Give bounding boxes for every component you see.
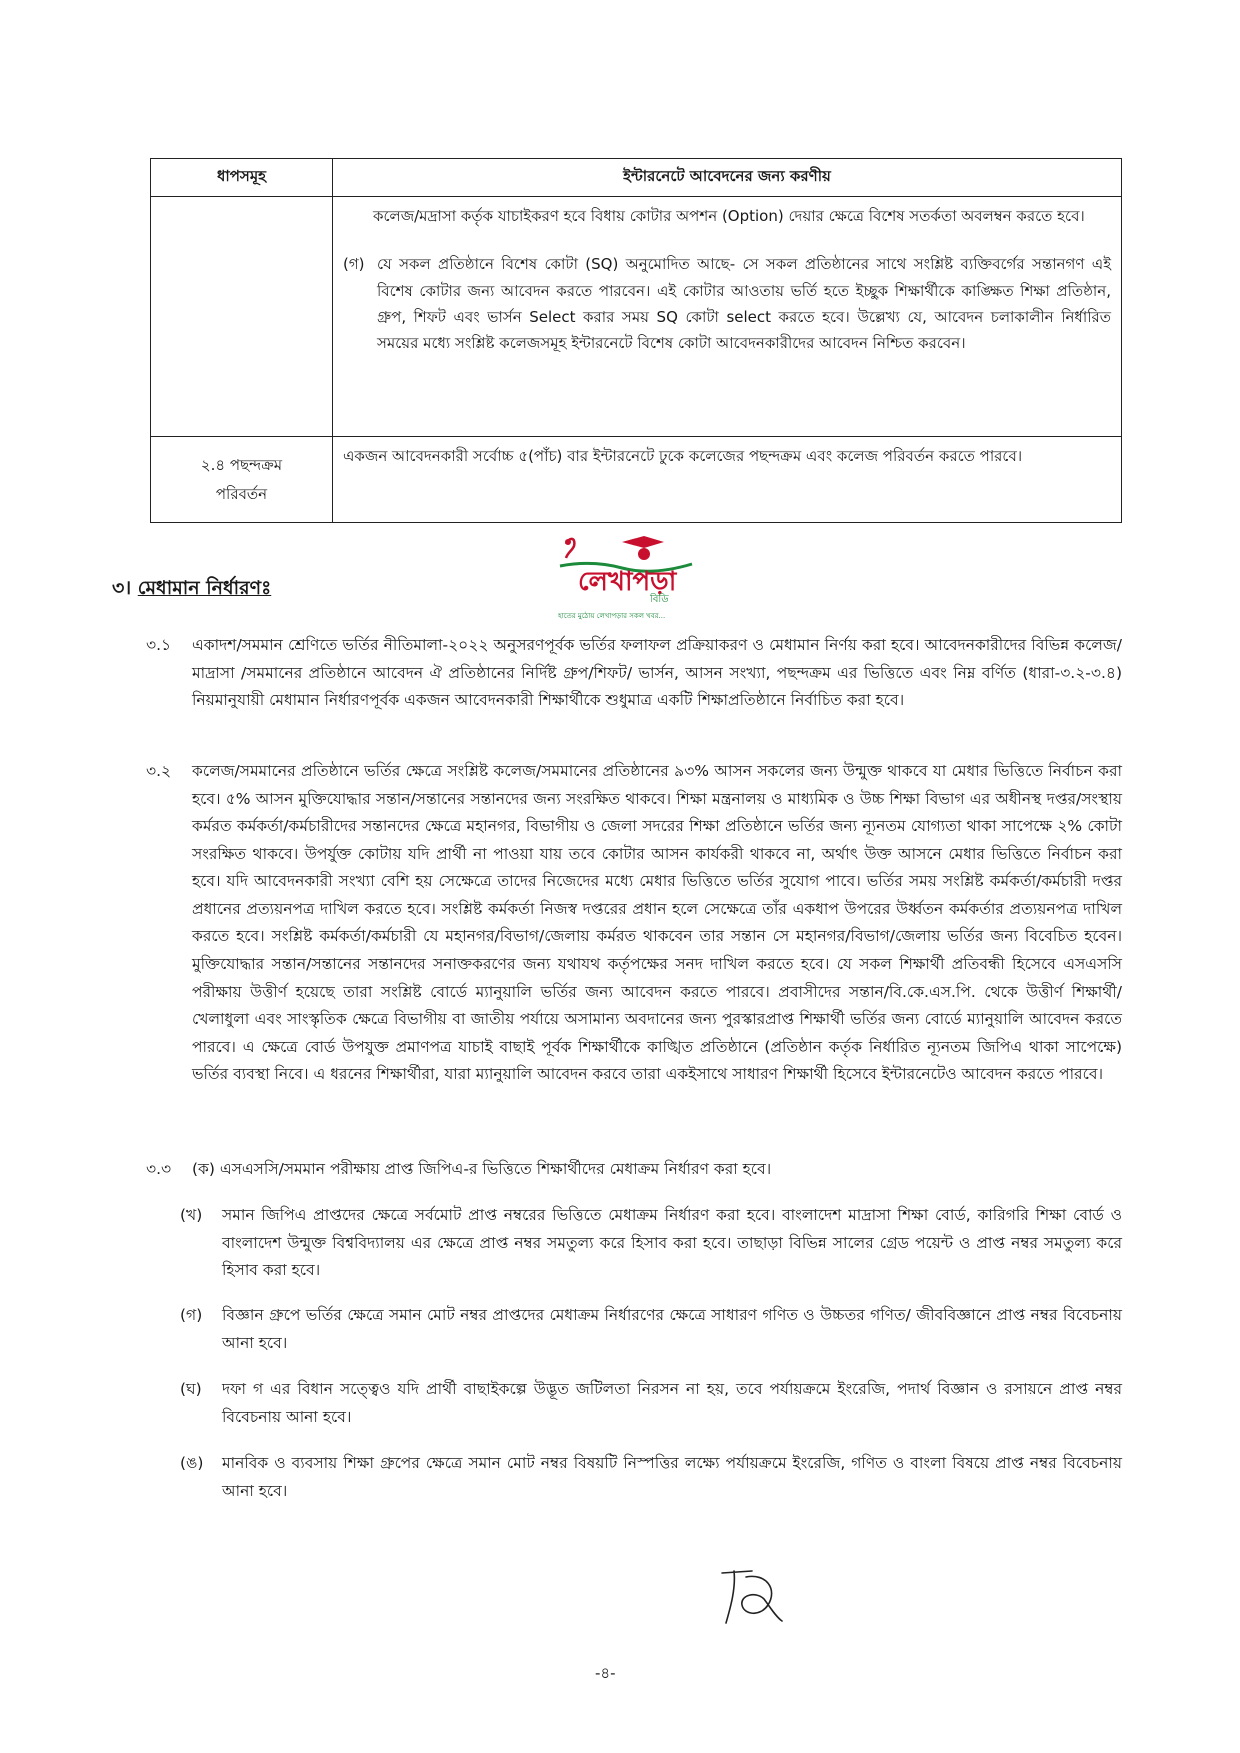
step-label-line2: পরিবর্তন — [215, 484, 268, 503]
section-heading — [112, 574, 271, 606]
subclause-ga — [180, 1302, 1122, 1357]
subclause-marker: (খ) — [180, 1206, 203, 1224]
clause-3-3 — [146, 1156, 1122, 1184]
subclause-marker: (গ) — [180, 1306, 203, 1324]
page-number: -৪- — [595, 1664, 616, 1682]
subclause-umo — [180, 1450, 1122, 1505]
clause-number: ৩.২ — [146, 762, 172, 780]
subclause-kha — [180, 1202, 1122, 1285]
logo-sub: বিডি — [650, 594, 669, 605]
signature — [716, 1565, 786, 1629]
logo-tagline: হাতের মুঠোয় লেখাপড়ার সকল খবর... — [558, 612, 666, 620]
clause-number: ৩.১ — [146, 636, 172, 654]
table-row — [151, 437, 1122, 523]
subclause-text: দফা গ এর বিধান সত্ত্বেও যদি প্রার্থী বাছাইকল্পে উদ্ভূত জটিলতা নিরসন না হয়, তবে পর্যায়ক্রমে ইংরেজি, পদার্থ বিজ্ঞান ও রসায়নে প্রাপ্ত নম্বর বিবেচনায় আনা হবে। — [222, 1380, 1122, 1426]
clause-3-2 — [146, 758, 1122, 1089]
table-row-right-cell — [333, 197, 1122, 437]
clause-text: কলেজ/সমমানের প্রতিষ্ঠানে ভর্তির ক্ষেত্রে সংশ্লিষ্ট কলেজ/সমমানের প্রতিষ্ঠানের ৯৩% আসন সকলের জন্য উন্মুক্ত থাকবে যা মেধার ভিত্তিতে নির্বাচন করা হবে। ৫% আসন মুক্তিযোদ্ধার সন্তান/সন্তানের সন্তানদের জন্য সংরক্ষিত থাকবে। শিক্ষা মন্ত্রনালয় ও মাধ্যমিক ও উচ্চ শিক্ষা বিভাগ এর অধীনস্থ দপ্তর/সংস্থায় কর্মরত কর্মকর্তা/কর্মচারীদের সন্তানদের ক্ষেত্রে মহানগর, বিভাগীয় ও জেলা সদরের শিক্ষা প্রতিষ্ঠানে ভর্তির জন্য ন্যূনতম যোগ্যতা থাকা সাপেক্ষে ২% কোটা সংরক্ষিত থাকবে। উপর্যুক্ত কোটায় যদি প্রার্থী না পাওয়া যায় তবে কোটার আসন কার্যকরী থাকবে না, অর্থাৎ উক্ত আসনে মেধার ভিত্তিতে নির্বাচন করা হবে। যদি আবেদনকারী সংখ্যা বেশি হয় সেক্ষেত্রে তাদের নিজেদের মধ্যে মেধার ভিত্তিতে ভর্তির সুযোগ পাবে। ভর্তির সময় সংশ্লিষ্ট কর্মকর্তা/কর্মচারী দপ্তর প্রধানের প্রত্যয়নপত্র দাখিল করতে হবে। সংশ্লিষ্ট কর্মকর্তা নিজস্ব দপ্তরের প্রধান হলে সেক্ষেত্রে তাঁর একধাপ উপরের উর্ধ্বতন কর্মকর্তার প্রত্যয়নপত্র দাখিল করতে হবে। সংশ্লিষ্ট কর্মকর্তা/কর্মচারী যে মহানগর/বিভাগ/জেলায় কর্মরত থাকবেন তার সন্তান সে মহানগর/বিভাগ/জেলায় ভর্তির জন্য বিবেচিত হবেন। মুক্তিযোদ্ধার সন্তান/সন্তানের সন্তানদের সনাক্তকরণের জন্য যথাযথ কর্তৃপক্ষের সনদ দাখিল করতে হবে। যে সকল শিক্ষার্থী প্রতিবন্ধী হিসেবে এসএসসি পরীক্ষায় উত্তীর্ণ হয়েছে তারা সংশ্লিষ্ট বোর্ডে ম্যানুয়ালি ভর্তির জন্য আবেদন করতে পারবে। প্রবাসীদের সন্তান/বি.কে.এস.পি. থেকে উত্তীর্ণ শিক্ষার্থী/খেলাধুলা এবং সাংস্কৃতিক ক্ষেত্রে বিভাগীয় বা জাতীয় পর্যায়ে অসামান্য অবদানের জন্য পুরস্কারপ্রাপ্ত শিক্ষার্থী ভর্তির জন্য বোর্ডে ম্যানুয়ালি আবেদন করতে পারবে। এ ক্ষেত্রে বোর্ড উপযুক্ত প্রমাণপত্র যাচাই বাছাই পূর্বক শিক্ষার্থীকে কাঙ্খিত প্রতিষ্ঠানে (প্রতিষ্ঠান কর্তৃক নির্ধারিত ন্যূনতম জিপিএ থাকা সাপেক্ষে) ভর্তির ব্যবস্থা নিবে। এ ধরনের শিক্ষার্থীরা, যারা ম্যানুয়ালি আবেদন করবে তারা একইসাথে সাধারণ শিক্ষার্থী হিসেবে ইন্টারনেটেও আবেদন করতে পারবে। — [192, 762, 1122, 1084]
table-header-steps: ধাপসমূহ — [151, 159, 333, 197]
sub-item — [343, 251, 1111, 356]
subclause-marker: (ঘ) — [180, 1380, 202, 1398]
step-label-line1: ২.৪ পছন্দক্রম — [200, 456, 283, 474]
table-row-right-cell: একজন আবেদনকারী সর্বোচ্চ ৫(পাঁচ) বার ইন্টারনেটে ঢুকে কলেজের পছন্দক্রম এবং কলেজ পরিবর্তন করতে পারবে। — [333, 437, 1122, 523]
subclause-text: সমান জিপিএ প্রাপ্তদের ক্ষেত্রে সর্বমোট প্রাপ্ত নম্বরের ভিত্তিতে মেধাক্রম নির্ধারণ করা হবে। বাংলাদেশ মাদ্রাসা শিক্ষা বোর্ড, কারিগরি শিক্ষা বোর্ড ও বাংলাদেশ উন্মুক্ত বিশ্ববিদ্যালয় এর ক্ষেত্রে প্রাপ্ত নম্বর সমতুল্য করে হিসাব করা হবে। তাছাড়া বিভিন্ন সালের গ্রেড পয়েন্ট ও প্রাপ্ত নম্বর সমতুল্য করে হিসাব করা হবে। — [222, 1206, 1122, 1280]
subclause-text: মানবিক ও ব্যবসায় শিক্ষা গ্রুপের ক্ষেত্রে সমান মোট নম্বর বিষয়টি নিস্পত্তির লক্ষ্যে পর্যায়ক্রমে ইংরেজি, গণিত ও বাংলা বিষয়ে প্রাপ্ত নম্বর বিবেচনায় আনা হবে। — [222, 1454, 1122, 1500]
subclause-text: বিজ্ঞান গ্রুপে ভর্তির ক্ষেত্রে সমান মোট নম্বর প্রাপ্তদের মেধাক্রম নির্ধারণের ক্ষেত্রে সাধারণ গণিত ও উচ্চতর গণিত/ জীববিজ্ঞানে প্রাপ্ত নম্বর বিবেচনায় আনা হবে। — [222, 1306, 1122, 1352]
clause-3-1 — [146, 632, 1122, 715]
section-title: মেধামান নির্ধারণঃ — [137, 577, 272, 599]
subclause-marker: (ঙ) — [180, 1454, 204, 1472]
subclause-gha — [180, 1376, 1122, 1431]
steps-table — [150, 158, 1122, 523]
lekhapora-logo — [552, 532, 702, 624]
section-number: ৩। — [112, 577, 132, 599]
clause-text: (ক) এসএসসি/সমমান পরীক্ষায় প্রাপ্ত জিপিএ-র ভিত্তিতে শিক্ষার্থীদের মেধাক্রম নির্ধারণ করা হবে। — [192, 1160, 772, 1178]
table-row-left-cell — [151, 197, 333, 437]
continuation-text: কলেজ/মদ্রাসা কর্তৃক যাচাইকরণ হবে বিধায় কোটার অপশন (Option) দেয়ার ক্ষেত্রে বিশেষ সতর্কতা অবলম্বন করতে হবে। — [373, 207, 1085, 225]
clause-number: ৩.৩ — [146, 1160, 172, 1178]
clause-text: একাদশ/সমমান শ্রেণিতে ভর্তির নীতিমালা-২০২২ অনুসরণপূর্বক ভর্তির ফলাফল প্রক্রিয়াকরণ ও মেধামান নির্ণয় করা হবে। আবেদনকারীদের বিভিন্ন কলেজ/মাদ্রাসা /সমমানের প্রতিষ্ঠানে আবেদন ঐ প্রতিষ্ঠানের নির্দিষ্ট গ্রুপ/শিফট/ ভার্সন, আসন সংখ্যা, পছন্দক্রম এর ভিত্তিতে এবং নিম্ন বর্ণিত (ধারা-৩.২-৩.৪) নিয়মানুযায়ী মেধামান নির্ধারণপূর্বক একজন আবেদনকারী শিক্ষার্থীকে শুধুমাত্র একটি শিক্ষাপ্রতিষ্ঠানে নির্বাচিত করা হবে। — [192, 636, 1122, 710]
table-row — [151, 197, 1122, 437]
sub-item-marker: (গ) — [343, 255, 365, 274]
table-header-actions: ইন্টারনেটে আবেদনের জন্য করণীয় — [333, 159, 1122, 197]
sub-item-text: যে সকল প্রতিষ্ঠানে বিশেষ কোটা (SQ) অনুমোদিত আছে- সে সকল প্রতিষ্ঠানের সাথে সংশ্লিষ্ট ব্যক্তিবর্গের সন্তানগণ এই বিশেষ কোটার জন্য আবেদন করতে পারবেন। এই কোটার আওতায় ভর্তি হতে ইচ্ছুক শিক্ষার্থীকে কাঙ্ক্ষিত শিক্ষা প্রতিষ্ঠান, গ্রুপ, শিফট এবং ভার্সন Select করার সময় SQ কোটা select করতে হবে। উল্লেখ্য যে, আবেদন চলাকালীন নির্ধারিত সময়ের মধ্যে সংশ্লিষ্ট কলেজসমূহ ইন্টারনেটে বিশেষ কোটা আবেদনকারীদের আবেদন নিশ্চিত করবেন। — [377, 255, 1111, 352]
table-header-row — [151, 159, 1122, 197]
table-row-left-cell — [151, 437, 333, 523]
logo-wordmark: লেখাপড়া — [578, 567, 677, 597]
